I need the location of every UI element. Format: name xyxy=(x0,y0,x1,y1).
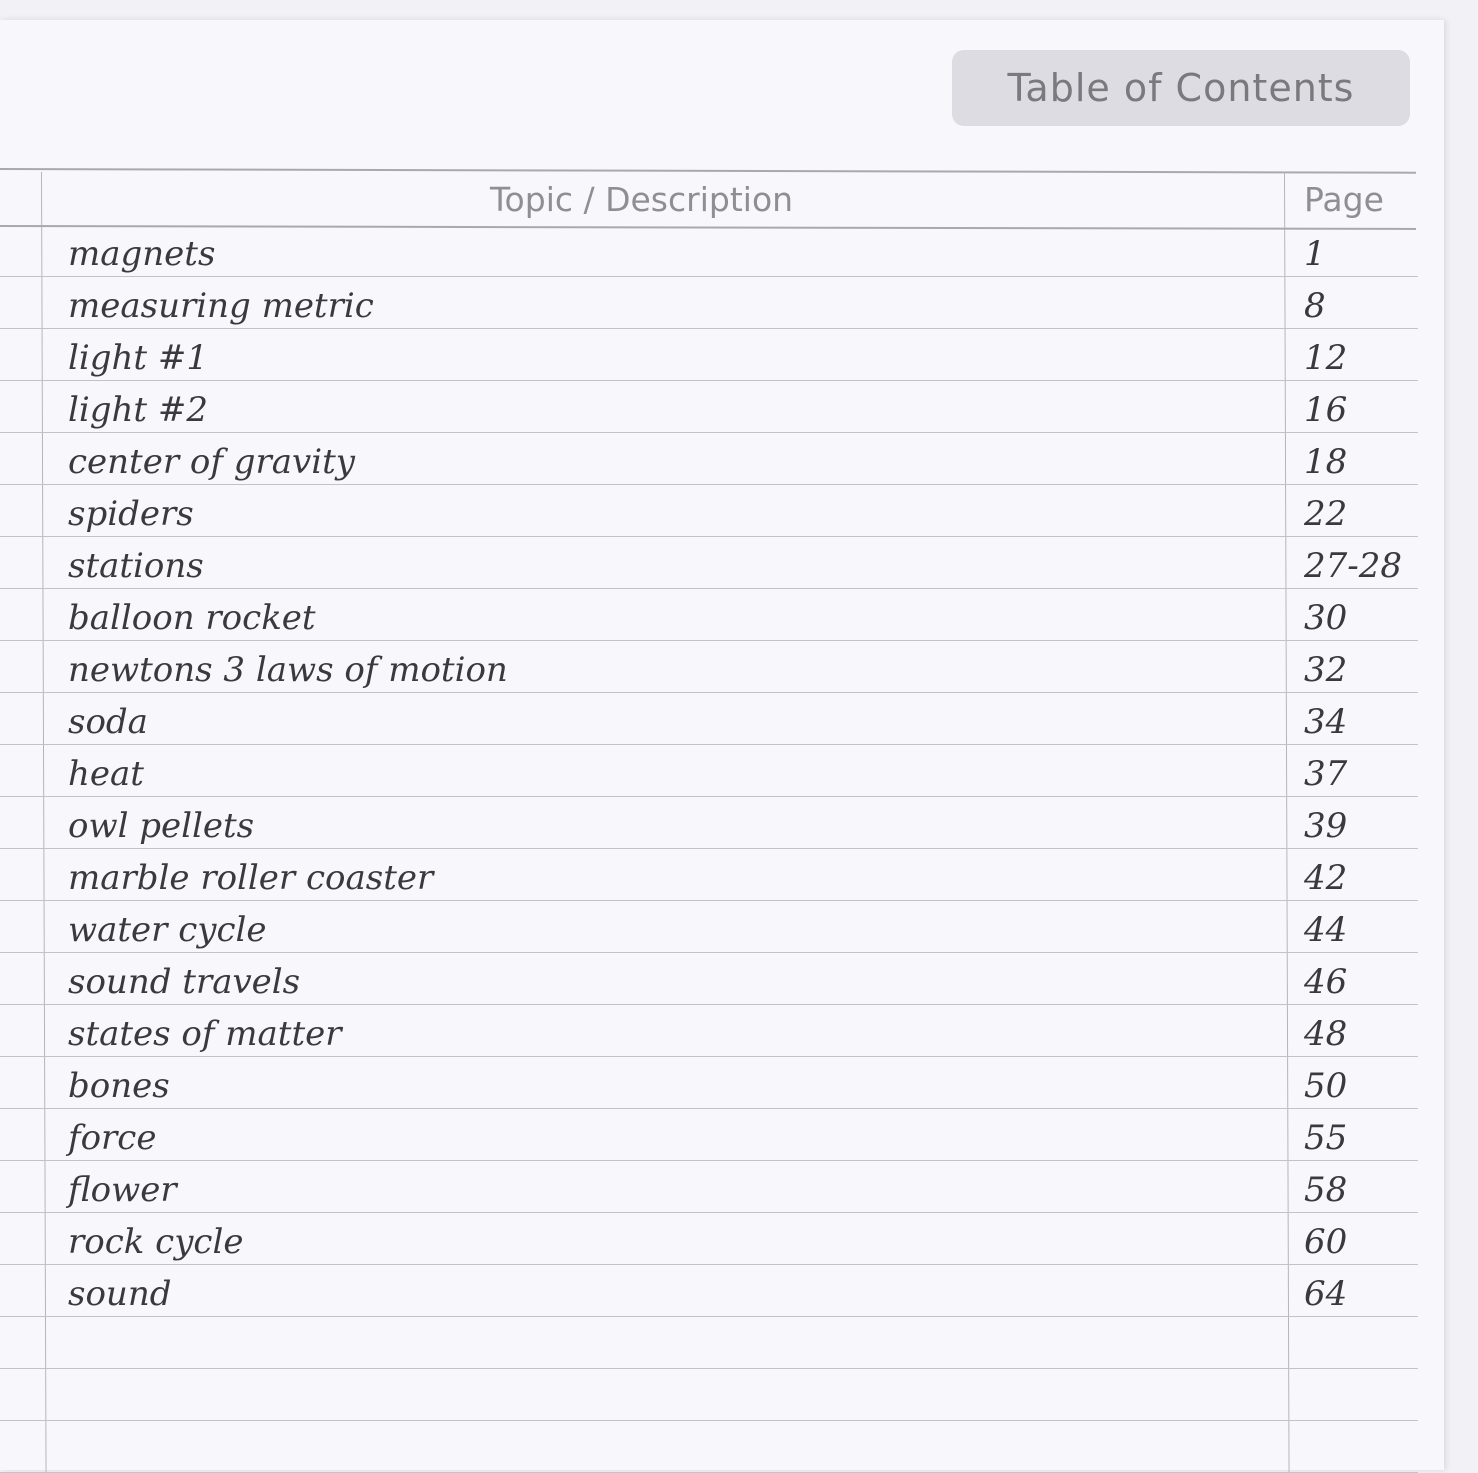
table-row xyxy=(0,797,1418,849)
page-number-cell: 48 xyxy=(1304,1014,1348,1054)
column-header-page: Page xyxy=(1304,180,1384,219)
topic-cell: newtons 3 laws of motion xyxy=(68,650,508,690)
page-title: Table of Contents xyxy=(1007,66,1355,110)
table-row xyxy=(0,1161,1418,1213)
topic-cell: spiders xyxy=(68,494,194,534)
toc-table xyxy=(0,168,1418,1470)
topic-cell: owl pellets xyxy=(68,806,255,846)
topic-cell: rock cycle xyxy=(68,1222,244,1262)
topic-cell: light #2 xyxy=(68,390,209,430)
page-number-cell: 55 xyxy=(1304,1118,1348,1158)
page-number-cell: 39 xyxy=(1304,806,1348,846)
page-number-cell: 16 xyxy=(1304,390,1348,430)
table-row xyxy=(0,1005,1418,1057)
table-row xyxy=(0,277,1418,329)
column-header-topic: Topic / Description xyxy=(490,180,794,219)
topic-cell: measuring metric xyxy=(68,286,374,326)
topic-cell: force xyxy=(68,1118,157,1158)
topic-cell: soda xyxy=(68,702,148,742)
table-row xyxy=(0,901,1418,953)
page-number-cell: 64 xyxy=(1304,1274,1348,1314)
page-number-cell: 44 xyxy=(1304,910,1348,950)
page-number-cell: 34 xyxy=(1304,702,1348,742)
table-row xyxy=(0,745,1418,797)
page-number-cell: 58 xyxy=(1304,1170,1348,1210)
page-number-cell: 22 xyxy=(1304,494,1348,534)
table-row xyxy=(0,849,1418,901)
page-number-cell: 37 xyxy=(1304,754,1348,794)
page-number-cell: 18 xyxy=(1304,442,1348,482)
table-row xyxy=(0,485,1418,537)
page-number-cell: 42 xyxy=(1304,858,1348,898)
page-number-cell: 27-28 xyxy=(1304,546,1403,586)
table-top-rule xyxy=(0,168,1416,174)
table-row xyxy=(0,225,1418,277)
table-row xyxy=(0,537,1418,589)
page-number-cell: 46 xyxy=(1304,962,1348,1002)
topic-cell: flower xyxy=(68,1170,177,1210)
page-number-cell: 50 xyxy=(1304,1066,1348,1106)
table-row xyxy=(0,1057,1418,1109)
table-row xyxy=(0,641,1418,693)
topic-cell: sound xyxy=(68,1274,172,1314)
table-row xyxy=(0,953,1418,1005)
table-row xyxy=(0,1213,1418,1265)
topic-cell: sound travels xyxy=(68,962,301,1002)
topic-cell: light #1 xyxy=(68,338,209,378)
table-row xyxy=(0,1369,1418,1421)
topic-cell: magnets xyxy=(68,234,216,274)
topic-cell: bones xyxy=(68,1066,170,1106)
page-number-cell: 60 xyxy=(1304,1222,1348,1262)
topic-cell: water cycle xyxy=(68,910,267,950)
table-row xyxy=(0,433,1418,485)
table-row xyxy=(0,1109,1418,1161)
toc-rows xyxy=(0,225,1418,1473)
table-row xyxy=(0,1421,1418,1473)
table-row xyxy=(0,329,1418,381)
table-row xyxy=(0,589,1418,641)
toc-title-tab xyxy=(952,50,1410,126)
page-number-cell: 1 xyxy=(1304,234,1326,274)
table-row xyxy=(0,1265,1418,1317)
page-number-cell: 12 xyxy=(1304,338,1348,378)
table-row xyxy=(0,381,1418,433)
table-row xyxy=(0,693,1418,745)
topic-cell: stations xyxy=(68,546,204,586)
topic-cell: states of matter xyxy=(68,1014,342,1054)
topic-cell: center of gravity xyxy=(68,442,356,482)
topic-cell: heat xyxy=(68,754,144,794)
topic-cell: balloon rocket xyxy=(68,598,316,638)
table-row xyxy=(0,1317,1418,1369)
topic-cell: marble roller coaster xyxy=(68,858,434,898)
page-number-cell: 8 xyxy=(1304,286,1326,326)
page-number-cell: 30 xyxy=(1304,598,1348,638)
page-number-cell: 32 xyxy=(1304,650,1348,690)
notebook-page xyxy=(0,20,1444,1470)
